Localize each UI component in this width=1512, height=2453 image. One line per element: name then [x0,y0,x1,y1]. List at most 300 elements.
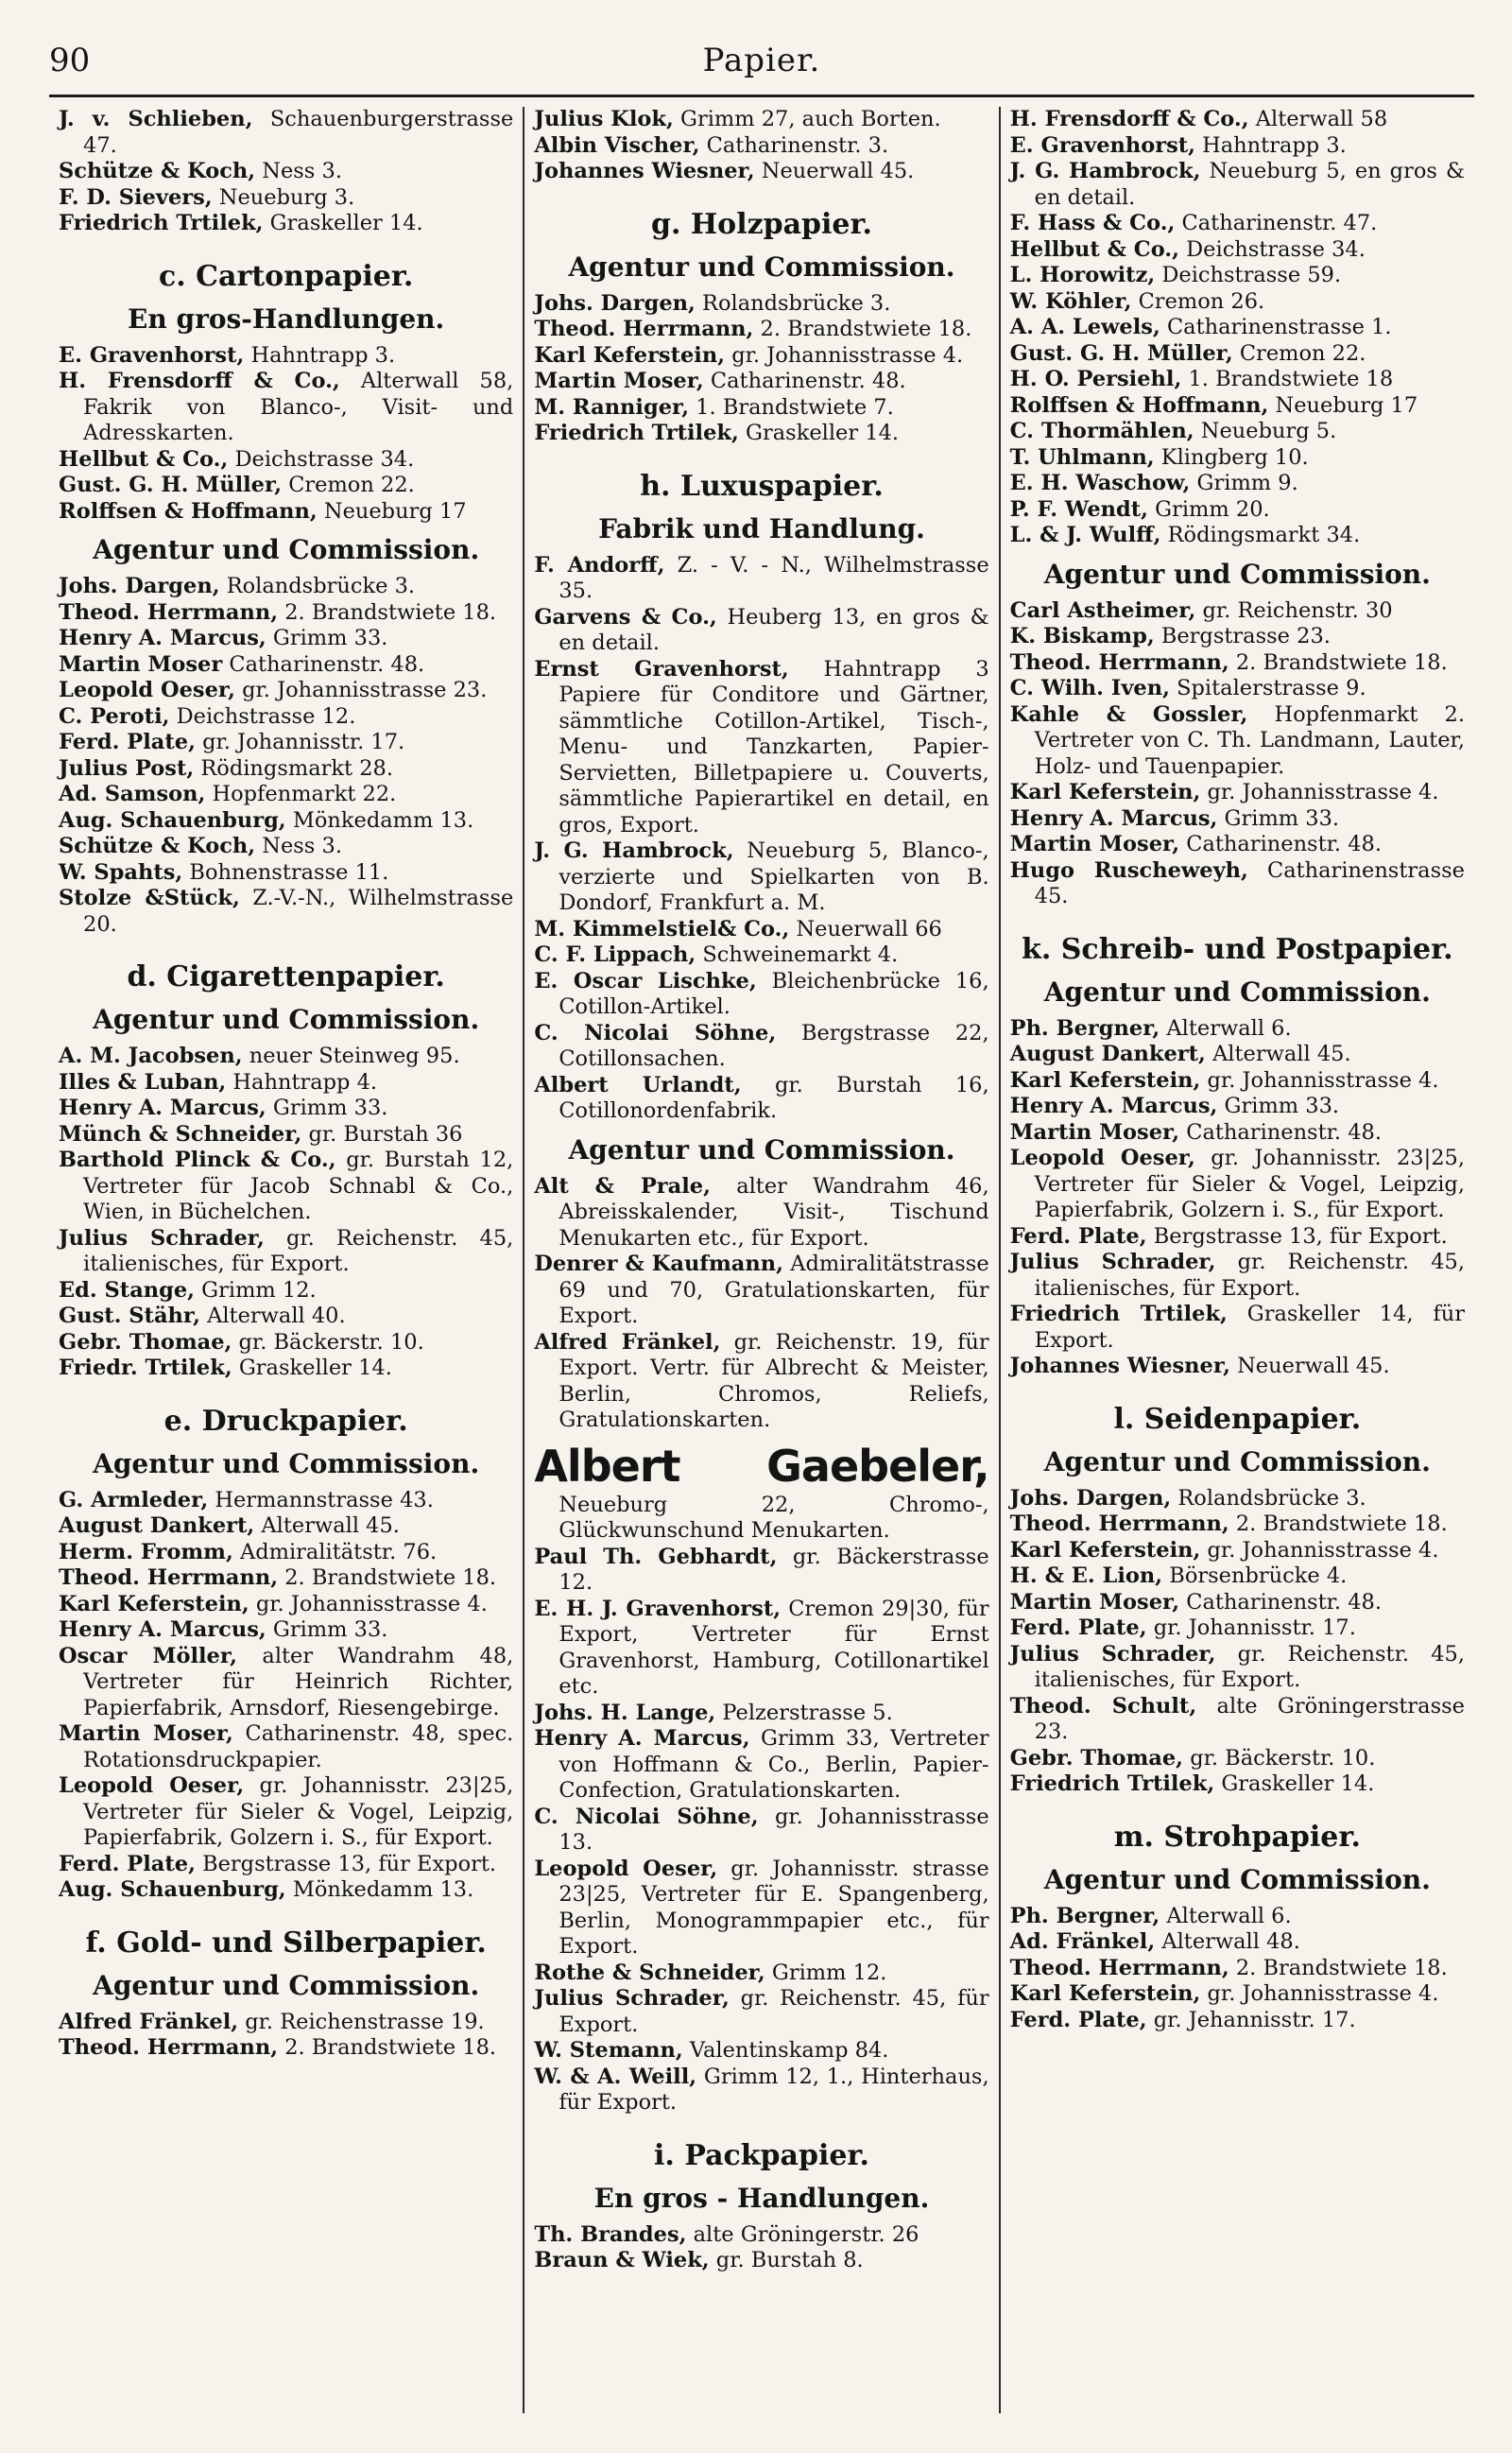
entry-address: Alterwall 6. [1166,1015,1292,1041]
directory-entry [59,1721,513,1773]
firm-name: Friedrich Trtilek, [1009,1302,1228,1326]
entry-address: gr. Johannisstr. 17. [202,730,405,754]
firm-name: Denrer & Kaufmann, [534,1252,783,1276]
directory-entry [59,107,513,159]
firm-name: Ferd. Plate, [1009,1223,1147,1249]
firm-name: Karl Keferstein, [1009,780,1201,804]
directory-entry [534,1330,988,1434]
entry-address: Grimm 9. [1196,471,1298,495]
firm-name: P. F. Wendt, [1009,496,1148,522]
subsection-heading: En gros - Handlungen. [593,2182,930,2214]
directory-entry [59,1148,513,1226]
firm-name: Ferd. Plate, [59,730,196,754]
firm-name: Albert Urlandt, [534,1072,742,1097]
directory-entry [59,782,513,808]
entry-address: Bergstrasse 22, Cotillonsachen. [558,1020,989,1071]
entry-address: gr. Reichenstr. 45, italienisches, für Export. [83,1225,514,1276]
subsection-heading: Agentur und Commission. [568,1133,955,1166]
firm-name: Karl Keferstein, [534,342,726,368]
firm-name: M. Kimmelstiel& Co., [534,916,790,941]
firm-name: Leopold Oeser, [1009,1146,1195,1170]
directory-entry [534,2064,988,2116]
section-heading: i. Packpapier. [654,2138,869,2172]
directory-entry [534,917,988,943]
entry-address: gr. Johannisstr. 23|25, Vertreter für Sieler & Vogel, Leipzig, Papierfabrik, Golzern i. S., für Export. [83,1773,514,1850]
running-title: Papier. [702,42,821,79]
directory-entry [1010,419,1465,445]
firm-name: Gebr. Thomae, [1009,1745,1184,1771]
section-heading: c. Cartonpapier. [159,259,414,293]
directory-entry [59,1513,513,1540]
entry-address: Grimm 27, auch Borten. [679,107,941,131]
firm-name: Leopold Oeser, [534,1856,718,1881]
entry-address: gr. Johannisstrasse 13. [558,1804,989,1855]
directory-entry [59,652,513,679]
directory-entry [59,600,513,627]
entry-address: gr. Johannisstrasse 4. [1207,1981,1439,2006]
directory-entry [1010,1094,1465,1120]
directory-entry [1010,1250,1465,1302]
section-heading: k. Schreib- und Postpapier. [1022,932,1453,966]
firm-name: F. Andorff, [534,552,665,578]
firm-name: L. & J. Wulff, [1009,523,1161,547]
entry-address: 2. Brandstwiete 18. [284,2035,497,2060]
subsection-heading: Fabrik und Handlung. [598,512,925,544]
entry-address: Grimm 33. [272,626,388,650]
entry-address: Schauenburgerstrasse 47. [83,107,514,158]
directory-entry [1010,1512,1465,1538]
directory-entry [1010,471,1465,497]
directory-entry [59,886,513,938]
firm-name: Illes & Luban, [59,1069,227,1095]
directory-entry [1010,1771,1465,1798]
entry-address: Neueburg 5, en gros & en detail. [1034,159,1465,210]
directory-entry [1010,1042,1465,1068]
entry-address: gr. Reichenstr. 19, für Export. Vertr. für Albrecht & Meister, Berlin, Chromos, Reliefs, Gratulationskarten. [558,1329,989,1432]
entry-address: Hopfenmarkt 2. Vertreter von C. Th. Landmann, Lauter, Holz- und Tauenpapier. [1034,701,1465,779]
entry-address: Alterwall 6. [1166,1903,1292,1928]
entry-address: gr. Burstah 16, Cotillonordenfabrik. [558,1072,989,1123]
directory-entry [1010,1302,1465,1354]
directory-entry [59,730,513,756]
firm-name: Gust. G. H. Müller, [1009,340,1233,366]
directory-entry [534,159,988,185]
directory-entry [534,291,988,318]
entry-address: gr. Johannisstr. strasse 23|25, Vertreter für E. Spangenberg, Berlin, Monogrammpapier etc., für Export. [558,1856,989,1959]
entry-address: Hahntrapp 3 Papiere für Conditore und Gärtner, sämmtliche Cotillon-Artikel, Tisch-, Menu- und Tanzkarten, Papier-Servietten, Billetpapiere u. Couverts, sämmtliche Papierartikel en detail, en gros, Export. [558,656,989,838]
entry-address: Graskeller 14. [238,1356,392,1380]
advert-entry [534,1440,988,1545]
directory-entry [534,969,988,1021]
firm-name: Stolze &Stück, [59,886,240,910]
firm-name: Schütze & Koch, [59,159,256,183]
directory-entry [1010,2008,1465,2034]
entry-address: Rolandsbrücke 3. [226,574,416,598]
subsection-heading: En gros-Handlungen. [128,302,445,335]
firm-name: F. Hass & Co., [1009,211,1176,235]
section-heading: l. Seidenpapier. [1113,1402,1362,1436]
firm-name: E. Oscar Lischke, [534,968,757,993]
directory-entry [1010,107,1465,133]
entry-address: Neuerwall 45. [761,159,915,183]
firm-name: W. Köhler, [1009,288,1132,314]
entry-address: 1. Brandstwiete 18 [1188,367,1394,391]
entry-address: Ness 3. [262,159,342,183]
entry-address: Graskeller 14. [746,421,900,445]
entry-address: Neueburg 5, Blanco-, verzierte und Spielkarten von B. Dondorf, Frankfurt a. M. [558,838,989,915]
entry-address: Klingberg 10. [1160,444,1309,470]
entry-address: gr. Burstah 8. [715,2248,864,2272]
firm-name: Julius Schrader, [1009,1250,1216,1274]
firm-name: Johs. H. Lange, [534,1700,716,1725]
directory-entry [1010,1904,1465,1930]
entry-address: Mönkedamm 13. [292,1877,474,1902]
directory-entry [534,657,988,839]
entry-address: Alterwall 40. [207,1304,346,1328]
directory-entry [1010,1590,1465,1616]
directory-entry [534,2222,988,2249]
directory-entry [1010,497,1465,524]
firm-name: E. H. J. Gravenhorst, [534,1596,782,1621]
directory-entry [534,2248,988,2274]
directory-entry [59,447,513,474]
firm-name: J. G. Hambrock, [534,838,734,863]
firm-name: Johs. Dargen, [59,574,220,598]
section-heading: d. Cigarettenpapier. [127,960,445,993]
directory-entry [59,1773,513,1852]
entry-address: Catharinenstr. 48, spec. Rotationsdruckpapier. [83,1721,514,1772]
firm-name: Theod. Schult, [1009,1693,1197,1719]
firm-name: Ed. Stange, [59,1277,196,1303]
firm-name: Theod. Herrmann, [1009,649,1229,675]
entry-address: Catharinenstr. 47. [1181,211,1378,235]
directory-entry [59,1644,513,1722]
entry-address: Hahntrapp 3. [250,342,396,368]
entry-address: gr. Burstah 36 [308,1121,463,1147]
subsection-heading: Agentur und Commission. [1043,1445,1431,1477]
firm-name: Henry A. Marcus, [59,626,266,650]
directory-entry [59,499,513,526]
firm-name: Henry A. Marcus, [59,1096,266,1120]
firm-name: A. A. Lewels, [1009,315,1160,339]
directory-entry [534,1857,988,1961]
firm-name: Rolffsen & Hoffmann, [1009,392,1269,418]
directory-entry [1010,702,1465,781]
firm-name: Karl Keferstein, [1009,1981,1201,2006]
directory-entry [1010,1120,1465,1147]
entry-address: gr. Johannisstr. 23|25, Vertreter für Sieler & Vogel, Leipzig, Papierfabrik, Golzern i. S., für Export. [1034,1146,1465,1222]
directory-entry [534,1545,988,1597]
firm-name: Theod. Herrmann, [1009,1955,1229,1980]
firm-name: Martin Moser, [59,1721,233,1746]
firm-name: E. Gravenhorst, [59,342,245,368]
directory-entry [1010,624,1465,650]
directory-entry [1010,1016,1465,1043]
directory-entry [59,1096,513,1122]
firm-name: Ph. Bergner, [1009,1903,1160,1928]
firm-name: Ferd. Plate, [1009,2007,1147,2032]
firm-name: Julius Schrader, [59,1225,265,1251]
directory-entry [534,421,988,447]
column-2 [523,107,998,2413]
entry-address: gr. Bäckerstrasse 12. [558,1544,989,1595]
entry-address: gr. Jehannisstr. 17. [1153,2007,1356,2032]
entry-address: Neueburg 17 [1275,392,1418,418]
directory-entry [534,605,988,657]
firm-name: C. Thormählen, [1009,419,1194,443]
directory-entry [59,211,513,237]
firm-name: Karl Keferstein, [1009,1067,1201,1093]
directory-entry [1010,237,1465,264]
firm-name: W. Spahts, [59,859,183,885]
entry-address: Catharinenstrasse 45. [1034,857,1465,908]
directory-entry [1010,159,1465,211]
entry-address: Z.-V.-N., Wilhelmstrasse 20. [83,886,514,937]
firm-name: Julius Schrader, [534,1986,730,2011]
entry-address: Cremon 26. [1138,288,1265,314]
directory-entry [534,1252,988,1330]
firm-name: Johannes Wiesner, [1009,1354,1230,1378]
entry-address: gr. Burstah 12, Vertreter für Jacob Schnabl & Co., Wien, in Büchelchen. [83,1148,514,1224]
columns [49,107,1474,2413]
entry-address: Ness 3. [262,834,342,858]
firm-name: E. H. Waschow, [1009,471,1191,495]
directory-entry [1010,1538,1465,1564]
firm-name: Oscar Möller, [59,1643,237,1668]
firm-name: Friedrich Trtilek, [1009,1771,1215,1796]
firm-name: Leopold Oeser, [59,678,235,702]
entry-address: Grimm 33. [1224,805,1340,831]
directory-entry [1010,780,1465,806]
directory-entry [59,1617,513,1644]
directory-entry [59,834,513,860]
entry-address: 1. Brandstwiete 7. [696,394,894,420]
directory-entry [534,369,988,395]
entry-address: Deichstrasse 59. [1161,263,1342,287]
firm-name: Hellbut & Co., [59,446,229,472]
directory-entry [534,1986,988,2038]
subsection-heading: Agentur und Commission. [1043,976,1431,1008]
firm-name: Gust. Stähr, [59,1304,200,1328]
firm-name: G. Armleder, [59,1487,209,1512]
firm-name: H. & E. Lion, [1009,1563,1163,1588]
firm-name: F. D. Sievers, [59,184,213,210]
directory-entry [1010,1615,1465,1642]
directory-entry [534,942,988,969]
firm-name: Schütze & Koch, [59,834,256,858]
directory-entry [1010,1354,1465,1380]
firm-name: Julius Klok, [534,107,674,131]
entry-address: Deichstrasse 34. [1186,236,1366,262]
firm-name: Theod. Herrmann, [1009,1512,1229,1536]
subsection-heading: Agentur und Commission. [93,1447,480,1479]
entry-address: alte Gröningerstr. 26 [693,2221,919,2247]
firm-name: Kahle & Gossler, [1009,701,1248,727]
directory-entry [1010,341,1465,368]
firm-name: Alfred Fränkel, [534,1329,721,1355]
entry-address: Cremon 29|30, für Export, Vertreter für Ernst Gravenhorst, Hamburg, Cotillonartikel etc. [558,1596,989,1699]
page-number: 90 [49,42,91,79]
firm-name: E. Gravenhorst, [1009,132,1195,158]
directory-entry [1010,1956,1465,1982]
firm-name: C. Nicolai Söhne, [534,1020,777,1045]
directory-entry [59,1877,513,1904]
directory-entry [1010,1563,1465,1590]
entry-address: gr. Reichenstr. 45, für Export. [558,1986,989,2037]
entry-address: 2. Brandstwiete 18. [284,1565,497,1590]
page-header [49,42,1474,91]
entry-address: Graskeller 14, für Export. [1034,1302,1465,1353]
entry-address: gr. Johannisstrasse 4. [1207,1067,1439,1093]
firm-name: Aug. Schauenburg, [59,1877,286,1902]
directory-entry [59,159,513,185]
firm-name: Theod. Herrmann, [59,1565,279,1590]
entry-address: Bergstrasse 13, für Export. [202,1851,497,1876]
entry-address: gr. Bäckerstr. 10. [238,1329,424,1355]
entry-address: 2. Brandstwiete 18. [1235,1955,1448,1980]
firm-name: Braun & Wiek, [534,2248,710,2272]
directory-entry [1010,1746,1465,1772]
directory-entry [59,473,513,499]
directory-entry [1010,289,1465,316]
directory-entry [59,1852,513,1878]
entry-address: Schweinemarkt 4. [702,942,899,967]
firm-name: C. Wilh. Iven, [1009,676,1170,700]
firm-name: Johannes Wiesner, [534,159,755,183]
entry-address: Grimm 33. [272,1096,388,1120]
firm-name: Albin Vischer, [534,132,700,158]
directory-entry [534,133,988,160]
firm-name: M. Ranniger, [534,394,690,420]
firm-name: Henry A. Marcus, [1009,805,1218,831]
directory-entry [534,553,988,605]
directory-entry [59,1565,513,1592]
firm-name: W. & A. Weill, [534,2064,697,2089]
entry-address: Valentinskamp 84. [689,2038,889,2063]
directory-entry [1010,832,1465,858]
directory-entry [1010,393,1465,420]
directory-entry [1010,1068,1465,1095]
directory-entry [534,2038,988,2064]
column-3 [999,107,1474,2413]
firm-name: Ph. Bergner, [1009,1015,1160,1041]
entry-address: Rolandsbrücke 3. [1177,1485,1366,1511]
directory-entry [59,1226,513,1278]
entry-address: Mönkedamm 13. [292,807,474,833]
directory-entry [1010,367,1465,393]
directory-entry [59,1592,513,1618]
directory-entry [1010,133,1465,160]
directory-entry [1010,598,1465,625]
directory-entry [59,626,513,652]
firm-name: Karl Keferstein, [59,1591,249,1616]
firm-name: Martin Moser, [1009,1119,1180,1145]
entry-address: Grimm 12. [201,1277,317,1303]
firm-name: W. Stemann, [534,2038,683,2063]
entry-address: Deichstrasse 34. [234,446,415,472]
directory-entry [59,2010,513,2036]
entry-address: Grimm 33, Vertreter von Hoffmann & Co., Berlin, Papier-Confection, Gratulationskarten. [558,1726,989,1803]
directory-entry [534,1961,988,1987]
firm-name: Friedrich Trtilek, [534,421,739,445]
entry-address: Catharinenstr. 3. [706,132,889,158]
firm-name: Hellbut & Co., [1009,236,1179,262]
entry-address: gr. Johannisstrasse 4. [731,342,964,368]
entry-address: gr. Johannisstrasse 4. [1207,1537,1439,1563]
entry-address: Grimm 12, 1., Hinterhaus, für Export. [558,2064,989,2115]
firm-name: Münch & Schneider, [59,1121,302,1147]
firm-name: C. Nicolai Söhne, [534,1804,759,1829]
entry-address: Heuberg 13, en gros & en detail. [558,604,989,655]
entry-address: Deichstrasse 12. [176,703,356,729]
directory-entry [534,1073,988,1125]
firm-name: L. Horowitz, [1009,263,1156,287]
entry-address: Hermannstrasse 43. [215,1487,434,1512]
directory-entry [534,1597,988,1701]
entry-address: Rödingsmarkt 34. [1167,523,1361,547]
directory-entry [1010,315,1465,341]
entry-address: Catharinenstrasse 1. [1166,315,1392,339]
entry-address: gr. Reichenstr. 45, italienisches, für Export. [1034,1250,1465,1301]
entry-address: Grimm 20. [1155,496,1270,522]
directory-entry [59,1304,513,1330]
firm-name: C. F. Lippach, [534,942,696,967]
directory-entry [59,704,513,731]
header-rule [49,95,1474,97]
firm-name: Karl Keferstein, [1009,1537,1201,1563]
firm-name: August Dankert, [1009,1042,1206,1066]
firm-name: H. Frensdorff & Co., [1009,107,1249,131]
entry-address: Börsenbrücke 4. [1169,1563,1348,1588]
directory-entry [534,1701,988,1727]
directory-entry [59,1330,513,1356]
entry-address: Graskeller 14. [269,211,423,235]
advert-firm-name: Albert Gaebeler, [534,1440,989,1492]
firm-name: Theod. Herrmann, [534,317,754,341]
firm-name: Martin Moser, [1009,1589,1180,1615]
firm-name: H. Frensdorff & Co., [59,369,340,393]
entry-address: Neueburg 22, Chromo-, Glückwunschund Menukarten. [558,1492,989,1543]
entry-address: Bohnenstrasse 11. [189,859,389,885]
firm-name: J. G. Hambrock, [1009,159,1201,183]
section-heading: f. Gold- und Silberpapier. [85,1926,487,1960]
directory-entry [1010,263,1465,289]
directory-entry [1010,523,1465,549]
firm-name: Leopold Oeser, [59,1773,245,1798]
entry-address: neuer Steinweg 95. [249,1044,460,1068]
firm-name: Aug. Schauenburg, [59,807,286,833]
entry-address: 2. Brandstwiete 18. [284,599,497,625]
entry-address: Grimm 12. [771,1960,887,1985]
entry-address: Grimm 33. [1224,1094,1340,1118]
section-heading: m. Strohpapier. [1113,1820,1361,1854]
directory-entry [534,395,988,422]
directory-entry [1010,1694,1465,1746]
entry-address: Graskeller 14. [1221,1771,1375,1796]
directory-entry [59,860,513,887]
entry-address: 2. Brandstwiete 18. [760,317,972,341]
entry-address: Pelzerstrasse 5. [722,1700,893,1725]
directory-entry [534,343,988,370]
entry-address: alter Wandrahm 46, Abreisskalender, Visit-, Tischund Menukarten etc., für Export. [558,1173,989,1251]
entry-address: Catharinenstr. 48. [229,651,425,677]
firm-name: Ferd. Plate, [1009,1615,1147,1640]
entry-address: Alterwall 45. [261,1513,400,1538]
entry-address: Neueburg 3. [218,184,355,210]
directory-entry [59,756,513,783]
directory-entry [59,574,513,600]
firm-name: T. Uhlmann, [1009,444,1155,470]
